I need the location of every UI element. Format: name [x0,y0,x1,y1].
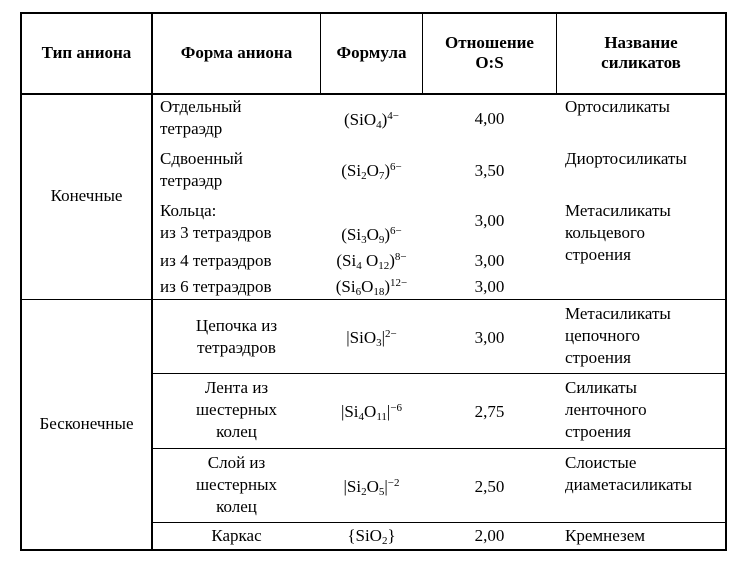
form-orthosilicate: Отдельный тетраэдр [160,97,242,138]
formula-ribbon: $|Si_4O_{11}|^{-6}$ [340,402,403,423]
group-finite: Конечные [50,186,123,205]
border-bottom [20,549,727,551]
row-separator-3 [151,522,727,523]
header-anion-form-text: Форма аниона [180,43,293,62]
formula-layer: $|Si_2O_5|^{-2}$ [343,477,400,498]
name-chain-silicates: Метасиликаты цепочного строения [565,304,671,367]
formula-orthosilicate: $(SiO_4)^{4-}$ [343,110,399,131]
header-anion-type-text: Тип аниона [41,43,132,62]
header-name [557,12,725,94]
form-ribbon: Лента из шестерных колец [195,378,278,441]
formula-chain: $|SiO_3|^{2-}$ [346,328,397,349]
header-anion-form [153,12,320,94]
header-ratio-line1: Отношение [445,33,534,52]
ratio-chain: 3,00 [474,328,505,347]
ratio-ring-6: 3,00 [474,277,505,296]
header-formula [321,12,422,94]
ratio-ribbon: 2,75 [474,402,505,421]
formula-ring-3: $(Si_3O_9)^{6-}$ [341,225,402,246]
form-framework: Каркас [211,526,262,545]
formula-ring-4: ($Si_4$ $O_{12})^{8-}$ [336,251,407,272]
name-diorthosilicate: Диортосиликаты [565,149,687,168]
group-infinite: Бесконечные [39,414,134,433]
name-orthosilicate: Ортосиликаты [565,97,670,116]
header-ratio-line2: O:S [475,53,504,72]
ratio-diorthosilicate: 3,50 [474,161,505,180]
ratio-framework: 2,00 [474,526,505,545]
header-name-line2: силикатов [601,53,681,72]
name-layer-silicates: Слоистые диаметасиликаты [565,453,692,494]
silicate-table [20,12,727,551]
form-layer: Слой из шестерных колец [195,453,278,516]
ratio-ring-3: 3,00 [474,211,505,230]
header-name-line1: Название [604,33,678,52]
form-ring-3: Кольца: из 3 тетраэдров [160,201,272,242]
formula-framework: {SiO$_2$} [347,526,396,547]
row-separator-1 [151,373,727,374]
form-diorthosilicate: Сдвоенный тетраэдр [160,149,243,190]
form-ring-6: из 6 тетраэдров [160,277,272,296]
form-chain: Цепочка из тетраэдров [195,316,278,357]
name-ribbon-silicates: Силикаты ленточного строения [565,378,647,441]
ratio-layer: 2,50 [474,477,505,496]
row-separator-2 [151,448,727,449]
header-formula-text: Формула [336,43,407,62]
group-separator [20,299,727,300]
formula-diorthosilicate: $(Si_2O_7)^{6-}$ [341,161,402,182]
form-ring-4: из 4 тетраэдров [160,251,272,270]
formula-ring-6: $(Si_6O_{18})^{12-}$ [335,277,408,298]
header-ratio [423,12,556,94]
name-framework: Кремнезем [565,526,646,545]
header-anion-type [22,12,151,94]
name-ring-silicates: Метасиликаты кольцевого строения [565,201,671,264]
ratio-ring-4: 3,00 [474,251,505,270]
ratio-orthosilicate: 4,00 [474,109,505,128]
